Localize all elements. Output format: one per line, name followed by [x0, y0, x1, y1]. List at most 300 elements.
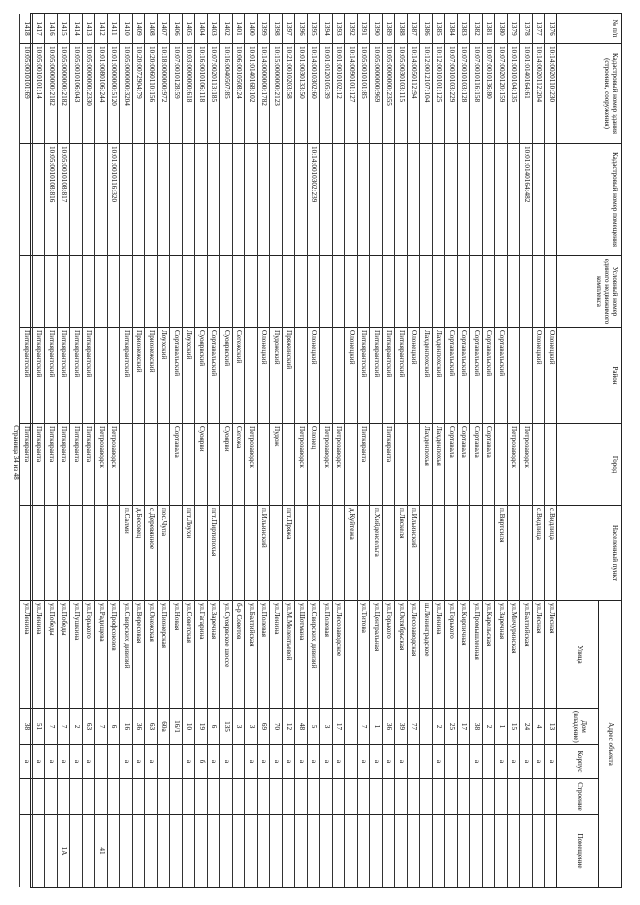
cell-kad-room: [271, 144, 283, 256]
cell-nas-punkt: пгт.Пиртипохья: [208, 506, 220, 601]
cell-dom: [346, 709, 358, 745]
cell-gorod: [371, 424, 383, 506]
cell-nas-punkt: [308, 506, 320, 601]
cell-korpus: а: [183, 745, 195, 779]
cell-nas-punkt: [83, 506, 95, 601]
cell-ulica: ул.Ленина: [21, 601, 33, 709]
cell-kad-building: 10:16:0010106:118: [196, 44, 208, 144]
cell-ulica: ул.Ленина: [433, 601, 445, 709]
cell-stroenie: [233, 779, 245, 815]
cell-kad-building: 10:01:0120105:39: [321, 44, 333, 144]
cell-korpus: а: [208, 745, 220, 779]
cell-pomeshenie: [183, 815, 195, 887]
cell-gorod: Суоярви: [196, 424, 208, 506]
cell-nas-punkt: с.Видлица: [546, 506, 558, 601]
cell-kad-room: [321, 144, 333, 256]
cell-cond-number: [158, 256, 170, 328]
cell-stroenie: [158, 779, 170, 815]
cell-pomeshenie: [508, 815, 520, 887]
cell-ulica: ул.Свирских дивизий: [308, 601, 320, 709]
cell-cond-number: [533, 256, 545, 328]
cell-pomeshenie: [108, 815, 120, 887]
cell-cond-number: [108, 256, 120, 328]
cell-cond-number: [133, 256, 145, 328]
page-number: Страница 34 из 48: [12, 425, 20, 480]
cell-cond-number: [196, 256, 208, 328]
cell-kad-room: [158, 144, 170, 256]
cell-stroenie: [83, 779, 95, 815]
table-body: [20, 14, 558, 887]
cell-num: 1409: [133, 14, 145, 44]
cell-korpus: а: [371, 745, 383, 779]
cell-korpus: [446, 745, 458, 779]
cell-raion: Прионежский: [146, 328, 158, 424]
cell-korpus: а: [21, 745, 33, 779]
cell-ulica: ул.Промышленная: [471, 601, 483, 709]
cell-gorod: [283, 424, 295, 506]
cell-dom: 39: [396, 709, 408, 745]
cell-raion: Олонецкий: [408, 328, 420, 424]
cell-cond-number: [521, 256, 533, 328]
cell-dom: 5: [308, 709, 320, 745]
cell-gorod: Питкяранта: [83, 424, 95, 506]
cell-korpus: [158, 745, 170, 779]
cell-num: 1412: [96, 14, 108, 44]
cell-raion: Сортавальский: [483, 328, 495, 424]
cell-dom: 24: [521, 709, 533, 745]
cell-korpus: [96, 745, 108, 779]
cell-pomeshenie: [246, 815, 258, 887]
cell-kad-room: [433, 144, 445, 256]
cell-gorod: Петрозаводск: [321, 424, 333, 506]
cell-stroenie: [46, 779, 58, 815]
cell-ulica: ул.Победы: [46, 601, 58, 709]
cell-kad-building: 10:01:0030133:50: [296, 44, 308, 144]
cell-pomeshenie: [46, 815, 58, 887]
cell-ulica: ул.Полевая: [321, 601, 333, 709]
cell-kad-room: [471, 144, 483, 256]
cell-stroenie: [371, 779, 383, 815]
cell-gorod: Лахденпохья: [421, 424, 433, 506]
cell-dom: 63: [83, 709, 95, 745]
cell-num: 1417: [33, 14, 45, 44]
cell-kad-building: 10:18:0000000:972: [158, 44, 170, 144]
table-row: [407, 14, 420, 887]
cell-kad-room: [121, 144, 133, 256]
cell-kad-room: [496, 144, 508, 256]
cell-ulica: ул.Профсоюзов: [108, 601, 120, 709]
cell-kad-building: 10:05:0000000:2182: [46, 44, 58, 144]
cell-cond-number: [446, 256, 458, 328]
cell-num: 1388: [396, 14, 408, 44]
cell-ulica: ул.Полевая: [258, 601, 270, 709]
cell-cond-number: [183, 256, 195, 328]
table-row: [395, 14, 408, 887]
cell-gorod: [146, 424, 158, 506]
cell-pomeshenie: [321, 815, 333, 887]
cell-raion: Олонецкий: [308, 328, 320, 424]
cell-kad-building: 10:05:0010101:69: [21, 44, 33, 144]
cell-ulica: ул.Радищева: [96, 601, 108, 709]
cell-pomeshenie: [271, 815, 283, 887]
cell-gorod: [396, 424, 408, 506]
table-row: [357, 14, 370, 887]
cell-kad-building: 10:12:0012107:104: [421, 44, 433, 144]
cell-num: 1402: [221, 14, 233, 44]
cell-kad-building: 10:05:0000000:2330: [83, 44, 95, 144]
cell-ulica: ул.Карельская: [483, 601, 495, 709]
cell-raion: Пудожский: [271, 328, 283, 424]
cell-num: 1395: [308, 14, 320, 44]
cell-pomeshenie: [383, 815, 395, 887]
cell-nas-punkt: [46, 506, 58, 601]
cell-ulica: ул.Титова: [358, 601, 370, 709]
cell-ulica: ул.Пионерская: [158, 601, 170, 709]
cell-cond-number: [308, 256, 320, 328]
cell-nas-punkt: [383, 506, 395, 601]
cell-gorod: Олонец: [308, 424, 320, 506]
cell-ulica: ул.Ленина: [33, 601, 45, 709]
cell-num: 1413: [83, 14, 95, 44]
cell-kad-building: 10:20:0072904:79: [133, 44, 145, 144]
cell-nas-punkt: [296, 506, 308, 601]
cell-nas-punkt: [433, 506, 445, 601]
header-dom: Дом (владение): [557, 709, 598, 745]
cell-nas-punkt: д.Куйтежа: [346, 506, 358, 601]
cell-cond-number: [321, 256, 333, 328]
cell-nas-punkt: [358, 506, 370, 601]
cell-cond-number: [471, 256, 483, 328]
cell-num: 1401: [233, 14, 245, 44]
cell-cond-number: [333, 256, 345, 328]
table-row: [307, 14, 320, 887]
cell-num: 1391: [358, 14, 370, 44]
cell-dom: 17: [333, 709, 345, 745]
cell-stroenie: [221, 779, 233, 815]
cell-num: 1411: [108, 14, 120, 44]
cell-kad-room: 10:14:0010302:239: [308, 144, 320, 256]
cell-korpus: [421, 745, 433, 779]
cell-raion: Сортавальский: [208, 328, 220, 424]
cell-stroenie: [121, 779, 133, 815]
cell-num: 1378: [521, 14, 533, 44]
cell-pomeshenie: [483, 815, 495, 887]
cell-num: 1403: [208, 14, 220, 44]
cell-cond-number: [21, 256, 33, 328]
cell-pomeshenie: [308, 815, 320, 887]
table-row: [520, 14, 533, 887]
cell-nas-punkt: п.Хийденсельга: [371, 506, 383, 601]
cell-stroenie: [508, 779, 520, 815]
cell-gorod: Сортавала: [483, 424, 495, 506]
cell-dom: 2: [433, 709, 445, 745]
cell-gorod: [496, 424, 508, 506]
table-row: [495, 14, 508, 887]
cell-korpus: а: [221, 745, 233, 779]
table-row: [332, 14, 345, 887]
cell-kad-building: 10:05:0030103:115: [396, 44, 408, 144]
cell-stroenie: [33, 779, 45, 815]
cell-nas-punkt: [33, 506, 45, 601]
cell-pomeshenie: [496, 815, 508, 887]
cell-num: 1398: [271, 14, 283, 44]
cell-raion: Питкярантский: [371, 328, 383, 424]
cell-cond-number: [483, 256, 495, 328]
cell-stroenie: [433, 779, 445, 815]
cell-raion: Сортавальский: [458, 328, 470, 424]
header-address-sub: [557, 601, 599, 887]
cell-korpus: а: [133, 745, 145, 779]
cell-raion: Питкярантский: [358, 328, 370, 424]
table-row: [370, 14, 383, 887]
cell-ulica: ул.Горького: [83, 601, 95, 709]
cell-gorod: [158, 424, 170, 506]
cell-raion: [333, 328, 345, 424]
cell-nas-punkt: с.Видлица: [533, 506, 545, 601]
table-row: [207, 14, 220, 887]
cell-korpus: а: [496, 745, 508, 779]
cell-nas-punkt: [483, 506, 495, 601]
cell-raion: Питкярантский: [121, 328, 133, 424]
cell-dom: 13: [546, 709, 558, 745]
cell-dom: 51: [33, 709, 45, 745]
cell-ulica: ул.Гагарина: [196, 601, 208, 709]
cell-cond-number: [371, 256, 383, 328]
cell-kad-room: [421, 144, 433, 256]
cell-num: 1387: [408, 14, 420, 44]
table-row: [295, 14, 308, 887]
cell-gorod: Петрозаводск: [508, 424, 520, 506]
table-row: [107, 14, 120, 887]
cell-kad-building: 10:01:0000000:5120: [108, 44, 120, 144]
header-kad-building: Кадастровый номер здания (строения, сооружения): [557, 44, 621, 144]
cell-gorod: [133, 424, 145, 506]
table-row: [132, 14, 145, 887]
cell-raion: Лоухский: [158, 328, 170, 424]
cell-kad-room: [96, 144, 108, 256]
cell-korpus: а: [321, 745, 333, 779]
cell-raion: [96, 328, 108, 424]
objects-table: [23, 13, 622, 888]
table-row: [145, 14, 158, 887]
cell-dom: 16: [121, 709, 133, 745]
cell-pomeshenie: [21, 815, 33, 887]
cell-korpus: а: [33, 745, 45, 779]
cell-kad-building: 10:14:0010302:60: [308, 44, 320, 144]
cell-nas-punkt: [221, 506, 233, 601]
cell-kad-building: 10:05:0000000:3204: [121, 44, 133, 144]
cell-raion: Олонецкий: [546, 328, 558, 424]
cell-pomeshenie: [433, 815, 445, 887]
cell-kad-room: [383, 144, 395, 256]
cell-dom: 19: [196, 709, 208, 745]
cell-ulica: б-р Советов: [233, 601, 245, 709]
cell-dom: 63: [146, 709, 158, 745]
cell-cond-number: [171, 256, 183, 328]
cell-raion: [321, 328, 333, 424]
cell-stroenie: [396, 779, 408, 815]
cell-gorod: Лахденпохья: [433, 424, 445, 506]
cell-stroenie: [71, 779, 83, 815]
cell-stroenie: [208, 779, 220, 815]
cell-kad-room: [21, 144, 33, 256]
cell-kad-room: [371, 144, 383, 256]
cell-korpus: [483, 745, 495, 779]
table-row: [282, 14, 295, 887]
cell-kad-building: 10:01:0080106:244: [96, 44, 108, 144]
table-header: [556, 14, 621, 887]
cell-nas-punkt: [108, 506, 120, 601]
cell-cond-number: [71, 256, 83, 328]
cell-ulica: ул.Кирпичная: [458, 601, 470, 709]
cell-stroenie: [183, 779, 195, 815]
cell-pomeshenie: [333, 815, 345, 887]
cell-cond-number: [346, 256, 358, 328]
cell-raion: Сортавальский: [171, 328, 183, 424]
cell-gorod: Петрозаводск: [296, 424, 308, 506]
cell-num: 1384: [446, 14, 458, 44]
cell-nas-punkt: п.Вяртсиля: [496, 506, 508, 601]
cell-ulica: ул.Ленина: [271, 601, 283, 709]
table-row: [157, 14, 170, 887]
cell-kad-room: [133, 144, 145, 256]
cell-pomeshenie: [358, 815, 370, 887]
cell-num: 1386: [421, 14, 433, 44]
cell-gorod: Питкяранта: [46, 424, 58, 506]
cell-stroenie: [146, 779, 158, 815]
cell-gorod: Петрозаводск: [333, 424, 345, 506]
cell-nas-punkt: [21, 506, 33, 601]
header-nas-punkt: Населенный пункт: [557, 506, 621, 601]
cell-dom: 70: [271, 709, 283, 745]
cell-stroenie: [283, 779, 295, 815]
cell-raion: Суоярвский: [196, 328, 208, 424]
cell-num: 1379: [508, 14, 520, 44]
cell-dom: 3: [233, 709, 245, 745]
cell-nas-punkt: [171, 506, 183, 601]
cell-cond-number: [458, 256, 470, 328]
cell-num: 1416: [46, 14, 58, 44]
cell-pomeshenie: [446, 815, 458, 887]
cell-gorod: [546, 424, 558, 506]
cell-num: 1397: [283, 14, 295, 44]
cell-stroenie: [533, 779, 545, 815]
cell-kad-room: [333, 144, 345, 256]
cell-stroenie: [421, 779, 433, 815]
cell-raion: [246, 328, 258, 424]
cell-raion: [521, 328, 533, 424]
cell-kad-building: 10:07:0010128:59: [171, 44, 183, 144]
table-row: [20, 14, 33, 887]
cell-gorod: [183, 424, 195, 506]
cell-kad-building: 10:15:0000000:2123: [271, 44, 283, 144]
cell-ulica: ул.Свирских дивизий: [121, 601, 133, 709]
cell-nas-punkt: [446, 506, 458, 601]
cell-nas-punkt: [233, 506, 245, 601]
cell-raion: Прионежский: [133, 328, 145, 424]
header-cond-number: Условный номер единого недвижимого комплекса: [557, 256, 621, 328]
cell-kad-building: 10:05:0010101:85: [358, 44, 370, 144]
cell-cond-number: [121, 256, 133, 328]
header-raion: Район: [557, 328, 621, 424]
cell-num: 1418: [21, 14, 33, 44]
cell-ulica: ул.Горького: [383, 601, 395, 709]
cell-nas-punkt: [508, 506, 520, 601]
cell-cond-number: [433, 256, 445, 328]
cell-gorod: [208, 424, 220, 506]
cell-korpus: а: [71, 745, 83, 779]
cell-kad-building: 10:05:0000000:2182: [58, 44, 70, 144]
cell-stroenie: [21, 779, 33, 815]
cell-ulica: [346, 601, 358, 709]
cell-dom: 38: [21, 709, 33, 745]
cell-gorod: Питкяранта: [358, 424, 370, 506]
cell-dom: 4: [533, 709, 545, 745]
table-row: [95, 14, 108, 887]
cell-pomeshenie: [521, 815, 533, 887]
cell-num: 1376: [546, 14, 558, 44]
cell-pomeshenie: [221, 815, 233, 887]
cell-gorod: Пудож: [271, 424, 283, 506]
cell-ulica: ш.Ленинградское: [421, 601, 433, 709]
cell-nas-punkt: [333, 506, 345, 601]
cell-kad-building: 10:05:0000000:969: [371, 44, 383, 144]
cell-pomeshenie: 41: [98, 847, 106, 855]
cell-pomeshenie: [546, 815, 558, 887]
cell-raion: Питкярантский: [58, 328, 70, 424]
header-pomeshenie: Помещение: [576, 833, 584, 869]
cell-nas-punkt: д.Бесовец: [133, 506, 145, 601]
header-ulica: Улица: [557, 601, 598, 709]
cell-kad-building: 10:03:0000000:618: [183, 44, 195, 144]
cell-dom: 3: [321, 709, 333, 745]
cell-raion: Сегежский: [233, 328, 245, 424]
cell-gorod: Петрозаводск: [96, 424, 108, 506]
cell-nas-punkt: [458, 506, 470, 601]
header-korpus: Корпус: [557, 745, 598, 779]
cell-cond-number: [283, 256, 295, 328]
cell-pomeshenie: [421, 815, 433, 887]
header-address-group: [557, 601, 621, 887]
cell-stroenie: [383, 779, 395, 815]
cell-num: 1393: [333, 14, 345, 44]
cell-num: 1399: [258, 14, 270, 44]
cell-ulica: ул.Победы: [58, 601, 70, 709]
cell-ulica: ул.Лесная: [546, 601, 558, 709]
cell-gorod: Сортавала: [471, 424, 483, 506]
cell-ulica: ул.Онежская: [146, 601, 158, 709]
cell-num: 1377: [533, 14, 545, 44]
table-row: [257, 14, 270, 887]
cell-stroenie: [258, 779, 270, 815]
cell-raion: Олонецкий: [533, 328, 545, 424]
cell-kad-building: 10:07:0010136:80: [483, 44, 495, 144]
cell-korpus: а: [471, 745, 483, 779]
cell-korpus: [233, 745, 245, 779]
cell-nas-punkt: [96, 506, 108, 601]
cell-korpus: а: [533, 745, 545, 779]
cell-raion: Питкярантский: [33, 328, 45, 424]
table-row: [170, 14, 183, 887]
header-stroenie: Строение: [557, 779, 598, 815]
cell-dom: 7: [58, 709, 70, 745]
cell-num: 1410: [121, 14, 133, 44]
cell-dom: 77: [408, 709, 420, 745]
cell-gorod: [346, 424, 358, 506]
cell-stroenie: [546, 779, 558, 815]
table-row: [470, 14, 483, 887]
cell-kad-building: 10:20:0060110:156: [146, 44, 158, 144]
